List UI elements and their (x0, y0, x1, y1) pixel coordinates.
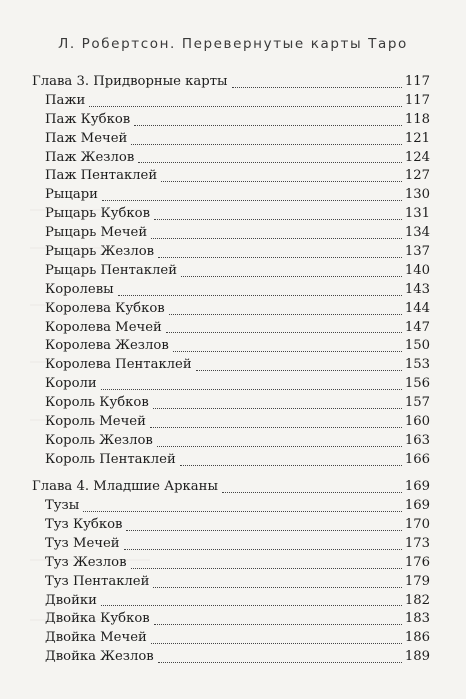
toc-entry-label: Рыцарь Пентаклей (45, 262, 177, 278)
toc-entry (32, 319, 430, 338)
toc-entry-label: Паж Мечей (45, 130, 128, 146)
toc-entry-label: Королева Мечей (45, 319, 162, 335)
toc-entry (32, 262, 430, 281)
dot-leader (150, 426, 402, 428)
page-number: 170 (404, 516, 430, 532)
dot-leader (101, 388, 402, 390)
toc-entry (32, 111, 430, 130)
toc-entry (32, 300, 430, 319)
toc-chapter-title: Глава 3. Придворные карты (32, 74, 228, 89)
dot-leader (157, 445, 402, 447)
toc-entry (32, 186, 430, 205)
page-number: 121 (404, 130, 430, 146)
page-number: 134 (404, 225, 430, 241)
toc-entry (32, 149, 430, 168)
dot-leader (154, 623, 402, 625)
page-number: 160 (404, 414, 430, 430)
toc-entry (32, 648, 430, 667)
dot-leader (161, 180, 402, 182)
toc-entry-label: Король Мечей (45, 414, 146, 430)
toc-chapter-title: Глава 4. Младшие Арканы (32, 479, 218, 495)
dot-leader (151, 237, 402, 239)
toc-entry (32, 629, 430, 648)
toc-entry-label: Туз Пентаклей (45, 573, 150, 589)
toc-entry (32, 356, 430, 375)
page-number: 163 (404, 432, 430, 448)
toc-entry (32, 535, 430, 554)
toc-entry (32, 337, 430, 356)
toc-entry (32, 451, 430, 470)
toc-entry (32, 516, 430, 535)
page-number: 137 (404, 244, 430, 260)
toc-entry (32, 573, 430, 592)
page-number: 117 (404, 74, 430, 89)
toc-entry (32, 205, 430, 224)
dot-leader (196, 369, 402, 371)
toc-entry-label: Королева Кубков (45, 300, 165, 316)
page-number: 143 (404, 281, 430, 297)
dot-leader (222, 491, 402, 493)
dot-leader (180, 464, 402, 466)
toc-entry-label: Двойка Жезлов (45, 649, 154, 665)
page-number: 140 (404, 262, 430, 278)
page-number: 179 (404, 573, 430, 589)
toc-chapter (32, 478, 430, 667)
dot-leader (181, 275, 402, 277)
toc-entry (32, 554, 430, 573)
dot-leader (232, 86, 402, 88)
toc-entry-label: Королева Пентаклей (45, 357, 192, 373)
toc-entry (32, 92, 430, 111)
toc-entry (32, 592, 430, 611)
dot-leader (89, 105, 402, 107)
toc-entry-label: Рыцарь Кубков (45, 206, 151, 222)
dot-leader (126, 529, 401, 531)
toc-entry (32, 224, 430, 243)
toc-entry-label: Паж Кубков (45, 111, 131, 127)
toc-entry (32, 281, 430, 300)
page-number: 118 (404, 111, 430, 127)
dot-leader (154, 218, 402, 220)
toc-entry-label: Туз Жезлов (45, 554, 127, 570)
dot-leader (101, 604, 402, 606)
page-number: 131 (404, 206, 430, 222)
page-number: 156 (404, 376, 430, 392)
page-number: 124 (404, 149, 430, 165)
toc-entry-label: Двойка Мечей (45, 630, 147, 646)
page-number: 157 (404, 395, 430, 411)
toc-entry-label: Король Кубков (45, 395, 149, 411)
page-number: 150 (404, 338, 430, 354)
toc-entry-label: Короли (45, 376, 97, 392)
toc-entry-label: Тузы (45, 498, 80, 514)
toc-entry (32, 167, 430, 186)
page-number: 144 (404, 300, 430, 316)
page-number: 176 (404, 554, 430, 570)
toc-entry-label: Пажи (45, 92, 86, 108)
dot-leader (151, 642, 402, 644)
page-number: 169 (404, 479, 430, 495)
page-number: 127 (404, 168, 430, 184)
toc-chapter-heading (32, 73, 430, 92)
dot-leader (131, 143, 402, 145)
dot-leader (166, 331, 402, 333)
toc-entry-label: Паж Жезлов (45, 149, 135, 165)
dot-leader (158, 256, 402, 258)
toc-entry (32, 610, 430, 629)
dot-leader (118, 294, 402, 296)
toc-entry-label: Паж Пентаклей (45, 168, 158, 184)
dot-leader (131, 567, 402, 569)
toc-entry (32, 243, 430, 262)
page-number: 166 (404, 451, 430, 467)
toc-entry-label: Рыцари (45, 187, 98, 203)
dot-leader (124, 548, 402, 550)
toc-entry-label: Король Пентаклей (45, 451, 176, 467)
page-number: 182 (404, 592, 430, 608)
toc-entry-label: Туз Кубков (45, 516, 123, 532)
page-number: 147 (404, 319, 430, 335)
toc-entry-label: Рыцарь Мечей (45, 225, 148, 241)
page-number: 183 (404, 611, 430, 627)
toc-entry-label: Король Жезлов (45, 432, 153, 448)
table-of-contents (32, 73, 430, 676)
toc-entry-label: Королевы (45, 281, 114, 297)
toc-entry (32, 375, 430, 394)
dot-leader (102, 199, 402, 201)
page-number: 130 (404, 187, 430, 203)
dot-leader (134, 124, 402, 126)
toc-entry (32, 497, 430, 516)
toc-entry-label: Туз Мечей (45, 535, 120, 551)
dot-leader (158, 661, 402, 663)
toc-entry-label: Королева Жезлов (45, 338, 169, 354)
dot-leader (173, 350, 402, 352)
page-number: 169 (404, 498, 430, 514)
page-number: 189 (404, 649, 430, 665)
toc-entry (32, 413, 430, 432)
dot-leader (153, 586, 401, 588)
dot-leader (138, 161, 402, 163)
toc-entry (32, 394, 430, 413)
toc-chapter-heading (32, 478, 430, 497)
page-number: 173 (404, 535, 430, 551)
page-number: 117 (404, 92, 430, 108)
dot-leader (83, 510, 402, 512)
toc-entry (32, 130, 430, 149)
toc-entry (32, 432, 430, 451)
page-number: 153 (404, 357, 430, 373)
page-number: 186 (404, 630, 430, 646)
toc-entry-label: Рыцарь Жезлов (45, 244, 155, 260)
running-head: Л. Робертсон. Перевернутые карты Таро (58, 36, 408, 52)
dot-leader (153, 407, 402, 409)
toc-chapter (32, 73, 430, 470)
toc-entry-label: Двойка Кубков (45, 611, 150, 627)
dot-leader (169, 313, 402, 315)
toc-entry-label: Двойки (45, 592, 97, 608)
